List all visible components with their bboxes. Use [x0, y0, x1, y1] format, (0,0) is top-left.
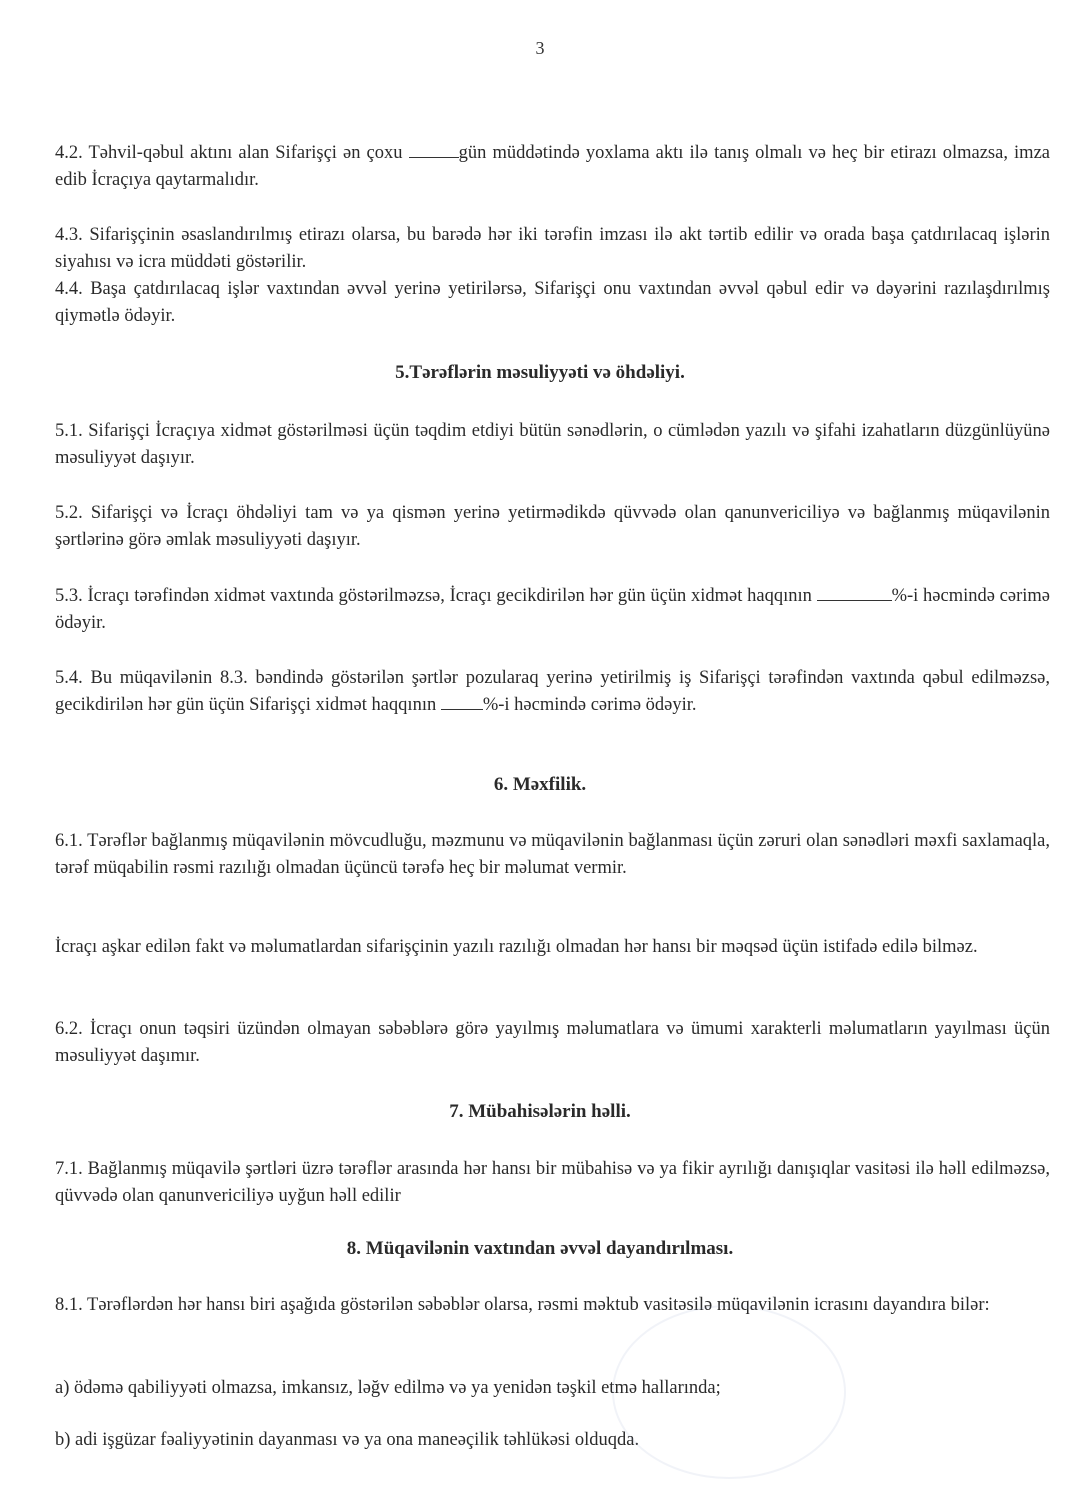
- clause-7-1: 7.1. Bağlanmış müqavilə şərtləri üzrə tərəflər arasında hər hansı bir mübahisə və ya fikir ayrılığı danışıqlar vasitəsi ilə həll edilməzsə, qüvvədə olan qanunvericiliyə uyğun həll edilir: [55, 1159, 1050, 1206]
- clause-6-1: 6.1. Tərəflər bağlanmış müqavilənin mövcudluğu, məzmunu və müqavilənin bağlanması üçün zəruri olan sənədləri məxfi saxlamaqla, tərəf müqabilin rəsmi razılığı olmadan üçüncü tərəfə heç bir məlumat vermir.: [55, 831, 1050, 878]
- clause-4-4: 4.4. Başa çatdırılacaq işlər vaxtından əvvəl yerinə yetirilərsə, Sifarişçi onu vaxtından əvvəl qəbul edir və dəyərini razılaşdırılmış qiymətlə ödəyir.: [55, 279, 1050, 326]
- section-6-heading: 6. Məxfilik.: [493, 774, 587, 795]
- clause-5-2: 5.2. Sifarişçi və İcraçı öhdəliyi tam və ya qismən yerinə yetirmədikdə qüvvədə olan qanunvericiliyə və bağlanmış müqavilənin şərtlərinə görə əmlak məsuliyyəti daşıyır.: [55, 503, 1050, 550]
- section-5-heading: 5.Tərəflərin məsuliyyəti və öhdəliyi.: [395, 362, 685, 383]
- blank-percent-executor: [817, 584, 892, 601]
- clause-6-1-continued: İcraçı aşkar edilən fakt və məlumatlardan sifarişçinin yazılı razılığı olmadan hər hansı bir məqsəd üçün istifadə edilə bilməz.: [55, 937, 978, 957]
- clause-5-4-text-a: 5.4. Bu müqavilənin 8.3. bəndində göstərilən şərtlər pozularaq yerinə yetirilmiş iş Sifarişçi tərəfindən vaxtında qəbul edilməzsə, gecikdirilən hər gün üçün Sifarişçi xidmət haqqının: [55, 668, 1050, 715]
- clause-5-4-text-b: %-i həcmində cərimə ödəyir.: [482, 695, 697, 715]
- section-8-heading: 8. Müqavilənin vaxtından əvvəl dayandırılması.: [346, 1238, 734, 1259]
- clause-4-2-text-b: gün müddətində yoxlama aktı ilə tanış olmalı və heç bir etirazı olmazsa, imza edib İcraçıya qaytarmalıdır.: [55, 143, 1050, 190]
- clause-5-3-text-b: %-i həcmində cərimə ödəyir.: [55, 586, 1050, 633]
- clause-4-3: 4.3. Sifarişçinin əsaslandırılmış etirazı olarsa, bu barədə hər iki tərəfin imzası ilə akt tərtib edilir və orada başa çatdırılacaq işlərin siyahısı və icra müddəti göstərilir.: [55, 225, 1050, 272]
- clause-5-3-text-a: 5.3. İcraçı tərəfindən xidmət vaxtında göstərilməzsə, İcraçı gecikdirilən hər gün üçün xidmət haqqının: [55, 586, 817, 606]
- clause-4-2: [55, 140, 1050, 194]
- clause-5-4: [55, 665, 1050, 719]
- blank-percent-client: [441, 693, 483, 710]
- clause-4-2-text-a: 4.2. Təhvil-qəbul aktını alan Sifarişçi ən çoxu: [55, 143, 409, 163]
- clause-8-1-a: a) ödəmə qabiliyyəti olmazsa, imkansız, ləğv edilmə və ya yenidən təşkil etmə hallarında;: [55, 1378, 721, 1398]
- clause-8-1-b: b) adi işgüzar fəaliyyətinin dayanması və ya ona maneəçilik təhlükəsi olduqda.: [55, 1430, 640, 1450]
- clause-5-3: [55, 583, 1050, 637]
- page-number: 3: [535, 38, 545, 58]
- clause-5-1: 5.1. Sifarişçi İcraçıya xidmət göstərilməsi üçün təqdim etdiyi bütün sənədlərin, o cümlədən yazılı və şifahi izahatların düzgünlüyünə məsuliyyət daşıyır.: [55, 421, 1050, 468]
- clause-8-1: 8.1. Tərəflərdən hər hansı biri aşağıda göstərilən səbəblər olarsa, rəsmi məktub vasitəsilə müqavilənin icrasını dayandıra bilər:: [55, 1295, 990, 1315]
- blank-days: [409, 141, 459, 158]
- section-7-heading: 7. Mübahisələrin həlli.: [449, 1101, 631, 1122]
- clause-6-2: 6.2. İcraçı onun təqsiri üzündən olmayan səbəblərə görə yayılmış məlumatlara və ümumi xarakterli məlumatların yayılması üçün məsuliyyət daşımır.: [55, 1019, 1050, 1066]
